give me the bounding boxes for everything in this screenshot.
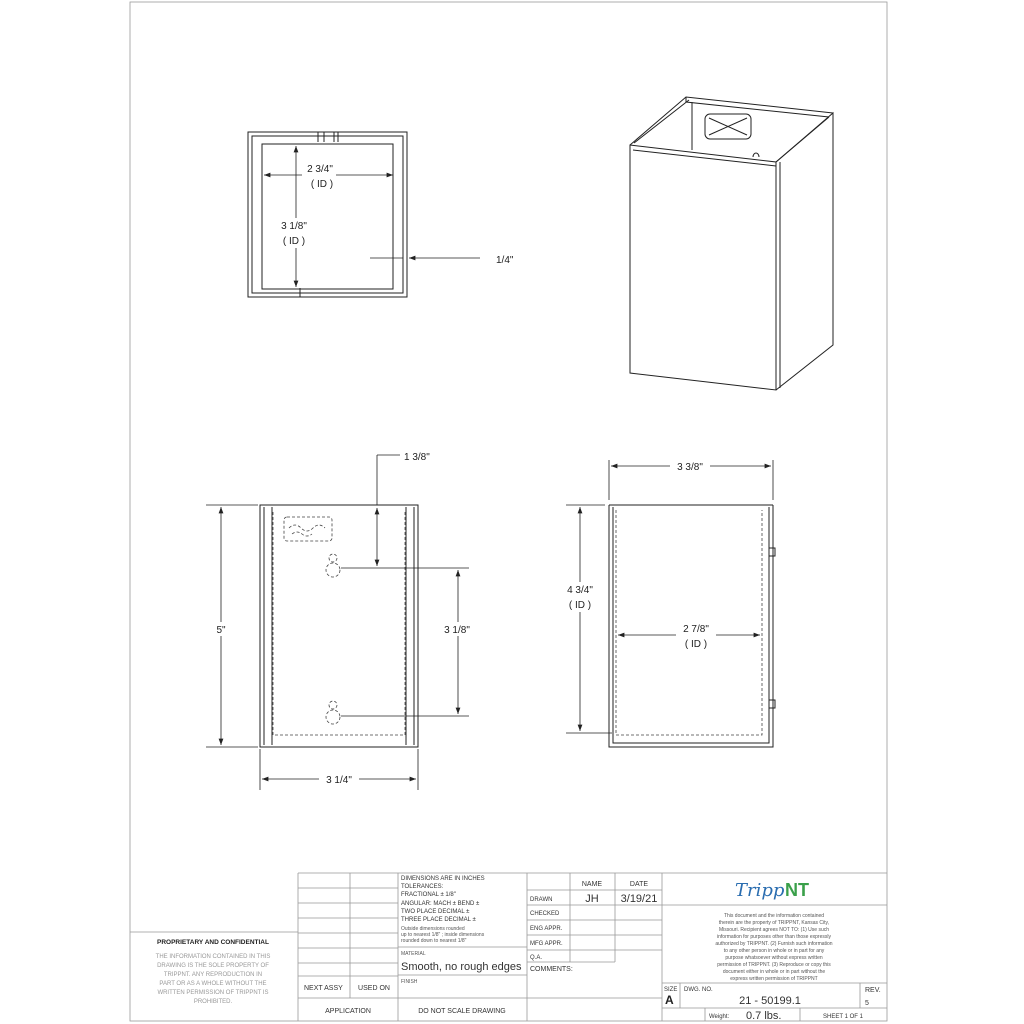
name-header: NAME	[581, 881, 603, 888]
svg-text:express written permission of: express written permission of TRIPPNT	[730, 976, 818, 982]
svg-text:Tripp: Tripp	[735, 880, 785, 901]
proprietary-block	[130, 932, 298, 1005]
logo-emboss	[284, 517, 332, 541]
comments-label: COMMENTS:	[530, 966, 573, 973]
dwg-no-value: 21 - 50199.1	[739, 995, 801, 1007]
weight-value: 0.7 lbs.	[746, 1010, 782, 1022]
svg-text:to any other person in whole o: to any other person in whole or in part for any	[723, 948, 825, 954]
svg-text:therein are the property of TR: therein are the property of TRIPPNT, Kansas City,	[718, 920, 830, 926]
rounding-note: Outside dimensions rounded	[401, 926, 465, 932]
keyhole-bottom	[326, 701, 340, 724]
drawn-date: 3/19/21	[620, 893, 658, 905]
svg-text:purpose whatsoever without exp: purpose whatsoever without express written	[725, 955, 823, 961]
legal-notice	[715, 913, 832, 982]
top-view	[248, 132, 514, 297]
proprietary-line: DRAWING IS THE SOLE PROPERTY OF	[157, 963, 269, 969]
front-view	[206, 452, 476, 790]
material-value: Smooth, no rough edges	[401, 961, 522, 973]
svg-text:authorized by TRIPPNT. (2) Fur: authorized by TRIPPNT. (2) Furnish such information	[715, 941, 833, 947]
proprietary-line: WRITTEN PERMISSION OF TRIPPNT IS	[157, 990, 269, 996]
dim-top-depth-id-note: ( ID )	[282, 236, 306, 247]
svg-text:Missouri. Recipient agrees NOT: Missouri. Recipient agrees NOT TO: (1) Use such	[718, 927, 830, 933]
dim-top-depth-id: 3 1/8"	[281, 221, 307, 232]
dim-hole-spacing: 3 1/8"	[444, 625, 470, 636]
dim-height: 5"	[216, 625, 226, 636]
svg-text:NT: NT	[785, 880, 809, 900]
drawn-label: DRAWN	[530, 897, 553, 903]
dim-hole-offset: 1 3/8"	[404, 452, 430, 463]
weight-label: Weight:	[709, 1014, 730, 1020]
svg-text:permission of TRIPPNT. (3) Rep: permission of TRIPPNT. (3) Reproduce or copy this	[717, 962, 831, 968]
date-header: DATE	[629, 881, 649, 888]
dim-top-width-id: 2 3/4"	[307, 164, 333, 175]
proprietary-line: THE INFORMATION CONTAINED IN THIS	[155, 954, 271, 960]
size-value: A	[665, 993, 674, 1007]
isometric-view	[630, 97, 833, 390]
drawn-name: JH	[585, 893, 599, 905]
dim-side-depth: 3 3/8"	[677, 462, 703, 473]
eng-appr-label: ENG APPR.	[530, 926, 563, 932]
title-block	[298, 873, 887, 1022]
checked-label: CHECKED	[530, 911, 560, 917]
rounding-note: up to nearest 1/8" ; inside dimensions	[401, 932, 485, 938]
side-view	[562, 459, 775, 747]
proprietary-line: PROHIBITED.	[193, 999, 233, 1005]
svg-text:information for purposes other: information for purposes other than those expressly	[717, 934, 831, 940]
used-on-label: USED ON	[358, 985, 390, 992]
tolerance-line: DIMENSIONS ARE IN INCHES	[401, 876, 485, 882]
tolerance-line: THREE PLACE DECIMAL ±	[401, 917, 476, 923]
trippnt-logo	[735, 880, 809, 901]
material-label: MATERIAL	[401, 951, 426, 957]
dim-side-height-id: 4 3/4"	[567, 585, 593, 596]
tolerance-line: TOLERANCES:	[401, 884, 444, 890]
next-assy-label: NEXT ASSY	[304, 985, 343, 992]
finish-label: FINISH	[401, 979, 418, 985]
dim-side-depth-id-note: ( ID )	[684, 639, 708, 650]
dim-side-depth-id: 2 7/8"	[683, 624, 709, 635]
dim-side-height-id-note: ( ID )	[568, 600, 592, 611]
application-label: APPLICATION	[325, 1008, 371, 1015]
dim-top-width-id-note: ( ID )	[310, 179, 334, 190]
proprietary-line: TRIPPNT. ANY REPRODUCTION IN	[163, 972, 263, 978]
dwg-no-label: DWG. NO.	[684, 987, 713, 993]
rev-label: REV.	[865, 987, 881, 994]
tolerance-line: FRACTIONAL ± 1/8"	[401, 892, 456, 898]
dim-top-wall: 1/4"	[496, 255, 514, 266]
svg-text:document either in whole or in: document either in whole or in part without the	[722, 969, 826, 975]
size-label: SIZE	[664, 987, 678, 993]
do-not-scale: DO NOT SCALE DRAWING	[418, 1008, 506, 1015]
dim-width: 3 1/4"	[326, 775, 352, 786]
proprietary-line: PART OR AS A WHOLE WITHOUT THE	[159, 981, 267, 987]
mfg-appr-label: MFG APPR.	[530, 941, 563, 947]
keyhole-top	[326, 554, 340, 577]
tolerance-line: ANGULAR: MACH ± BEND ±	[401, 901, 480, 907]
rev-value: 5	[865, 1000, 869, 1007]
proprietary-title: PROPRIETARY AND CONFIDENTIAL	[157, 939, 269, 946]
qa-label: Q.A.	[530, 955, 543, 961]
svg-text:This document and the informat: This document and the information contained	[723, 913, 825, 919]
tolerance-line: TWO PLACE DECIMAL ±	[401, 909, 470, 915]
sheet-number: SHEET 1 OF 1	[823, 1014, 863, 1020]
rounding-note: rounded down to nearest 1/8"	[401, 938, 467, 944]
